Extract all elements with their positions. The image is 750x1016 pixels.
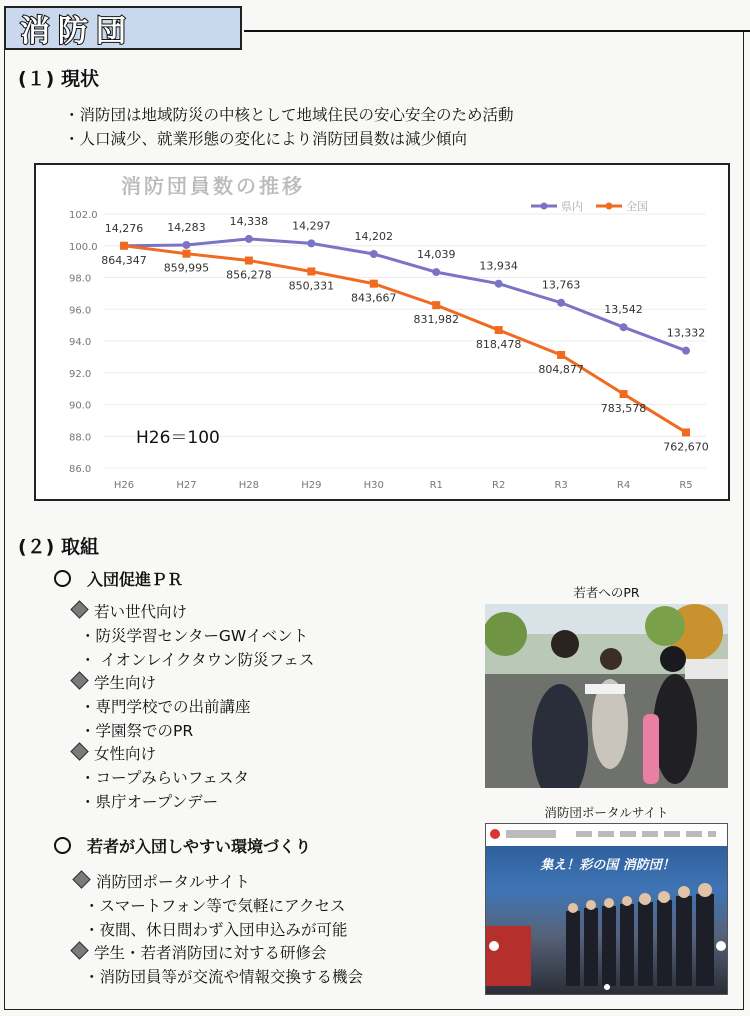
group-young bbox=[70, 600, 187, 622]
data-label: 13,934 bbox=[479, 259, 518, 273]
data-point bbox=[307, 239, 315, 247]
data-label: 856,278 bbox=[226, 268, 272, 282]
section1-bullet-2: ・人口減少、就業形態の変化により消防団員数は減少傾向 bbox=[64, 130, 468, 148]
list-item: ・学園祭でのPR bbox=[80, 722, 194, 740]
data-label: 14,283 bbox=[167, 220, 206, 234]
photo-caption-pr: 若者へのPR bbox=[573, 585, 640, 600]
data-point bbox=[432, 301, 440, 309]
chart-title: 消防団員数の推移 bbox=[121, 174, 305, 198]
data-point bbox=[682, 347, 690, 355]
data-point bbox=[120, 242, 128, 250]
x-tick-label: H29 bbox=[301, 480, 322, 491]
data-label: 14,338 bbox=[229, 214, 269, 228]
data-point bbox=[682, 428, 690, 436]
data-label: 13,763 bbox=[541, 278, 581, 292]
title-rule bbox=[244, 30, 750, 32]
data-label: 783,578 bbox=[600, 402, 647, 416]
group-training-title: 学生・若者消防団に対する研修会 bbox=[94, 944, 327, 962]
section1-bullet-1: ・消防団は地域防災の中核として地域住民の安心安全のため活動 bbox=[64, 106, 514, 124]
data-point bbox=[557, 299, 565, 307]
item2-title: 若者が入団しやすい環境づくり bbox=[87, 837, 312, 856]
group-young-title: 若い世代向け bbox=[94, 603, 188, 621]
data-point bbox=[620, 323, 628, 331]
y-tick-label: 92.0 bbox=[69, 368, 92, 380]
list-item: ・防災学習センターGWイベント bbox=[80, 627, 309, 645]
y-tick-label: 86.0 bbox=[69, 464, 92, 475]
y-tick-label: 102.0 bbox=[69, 210, 98, 221]
group-training bbox=[70, 941, 327, 963]
list-item: ・スマートフォン等で気軽にアクセス bbox=[84, 897, 346, 915]
portal-logo-text bbox=[506, 830, 556, 838]
x-tick-label: H27 bbox=[176, 480, 197, 491]
data-point bbox=[370, 280, 378, 288]
group-students bbox=[70, 671, 156, 693]
data-label: 762,670 bbox=[663, 440, 709, 454]
x-tick-label: R1 bbox=[429, 480, 443, 491]
chart-annotation: H26＝100 bbox=[136, 428, 220, 448]
data-point bbox=[495, 326, 503, 334]
data-point bbox=[307, 267, 315, 275]
data-label: 859,995 bbox=[163, 261, 210, 275]
circle-bullet-icon bbox=[54, 570, 71, 587]
list-item: ・消防団員等が交流や情報交換する機会 bbox=[84, 968, 364, 986]
legend-marker bbox=[541, 203, 548, 210]
list-item: ・夜間、休日問わず入団申込みが可能 bbox=[84, 921, 348, 939]
group-students-title: 学生向け bbox=[94, 674, 157, 692]
data-point bbox=[182, 241, 190, 249]
data-label: 13,332 bbox=[666, 326, 706, 340]
portal-nav bbox=[576, 831, 716, 837]
x-tick-label: H26 bbox=[113, 480, 135, 491]
diamond-bullet-icon bbox=[70, 742, 88, 760]
list-item: ・ イオンレイクタウン防災フェス bbox=[80, 651, 315, 669]
data-label: 14,039 bbox=[416, 248, 456, 262]
list-item: ・県庁オープンデー bbox=[80, 793, 219, 811]
data-point bbox=[370, 250, 378, 258]
x-tick-label: H28 bbox=[238, 480, 260, 491]
list-item: ・専門学校での出前講座 bbox=[80, 698, 251, 716]
data-point bbox=[245, 257, 253, 265]
group-women-title: 女性向け bbox=[94, 745, 157, 763]
group-portal bbox=[72, 870, 250, 892]
portal-hero-illustration bbox=[486, 846, 728, 994]
x-tick-label: R2 bbox=[492, 480, 506, 491]
data-label: 818,478 bbox=[475, 338, 522, 352]
data-point bbox=[620, 390, 628, 398]
y-tick-label: 88.0 bbox=[69, 432, 92, 444]
portal-logo-icon bbox=[490, 829, 500, 839]
data-point bbox=[557, 351, 565, 359]
chart-container bbox=[34, 163, 730, 501]
data-label: 14,297 bbox=[292, 219, 331, 233]
x-tick-label: R5 bbox=[679, 480, 693, 491]
x-tick-label: H30 bbox=[363, 480, 384, 491]
group-women bbox=[70, 742, 156, 764]
legend-label: 全国 bbox=[626, 200, 648, 213]
portal-screenshot bbox=[485, 823, 728, 995]
diamond-bullet-icon bbox=[72, 870, 90, 888]
data-label: 843,667 bbox=[351, 291, 397, 305]
item2-heading bbox=[54, 834, 311, 857]
data-label: 14,276 bbox=[104, 221, 144, 235]
legend-marker bbox=[606, 203, 613, 210]
section1-heading: (１) 現状 bbox=[18, 68, 99, 90]
photo-youth-pr bbox=[485, 604, 728, 788]
portal-banner: 集え！彩の国 消防団！ bbox=[540, 858, 675, 873]
item1-heading bbox=[54, 567, 183, 590]
line-chart bbox=[36, 165, 728, 499]
portal-hero bbox=[486, 846, 728, 994]
y-tick-label: 96.0 bbox=[69, 305, 92, 317]
y-tick-label: 100.0 bbox=[69, 241, 98, 253]
diamond-bullet-icon bbox=[70, 941, 88, 959]
data-label: 14,202 bbox=[354, 230, 394, 244]
x-tick-label: R3 bbox=[554, 480, 568, 491]
list-item: ・コープみらいフェスタ bbox=[80, 769, 249, 787]
data-label: 804,877 bbox=[538, 362, 584, 376]
data-label: 850,331 bbox=[288, 279, 335, 293]
item1-title: 入団促進ＰＲ bbox=[87, 570, 184, 589]
photo-caption-portal: 消防団ポータルサイト bbox=[544, 805, 669, 820]
x-tick-label: R4 bbox=[616, 480, 631, 491]
portal-header bbox=[486, 824, 727, 847]
group-portal-title: 消防団ポータルサイト bbox=[96, 873, 250, 891]
data-label: 864,347 bbox=[101, 253, 147, 267]
circle-bullet-icon bbox=[54, 837, 71, 854]
data-point bbox=[432, 268, 440, 276]
data-point bbox=[182, 250, 190, 258]
data-label: 13,542 bbox=[604, 303, 643, 317]
data-label: 831,982 bbox=[413, 313, 459, 327]
diamond-bullet-icon bbox=[70, 671, 88, 689]
y-tick-label: 90.0 bbox=[69, 400, 92, 412]
photo-illustration bbox=[485, 604, 728, 788]
diamond-bullet-icon bbox=[70, 600, 88, 618]
section2-heading: (２) 取組 bbox=[18, 536, 99, 558]
page-title: 消防団 bbox=[4, 6, 242, 50]
legend-label: 県内 bbox=[561, 200, 583, 213]
data-point bbox=[495, 280, 503, 288]
data-point bbox=[245, 235, 253, 243]
y-tick-label: 94.0 bbox=[69, 337, 92, 348]
y-tick-label: 98.0 bbox=[69, 273, 92, 285]
